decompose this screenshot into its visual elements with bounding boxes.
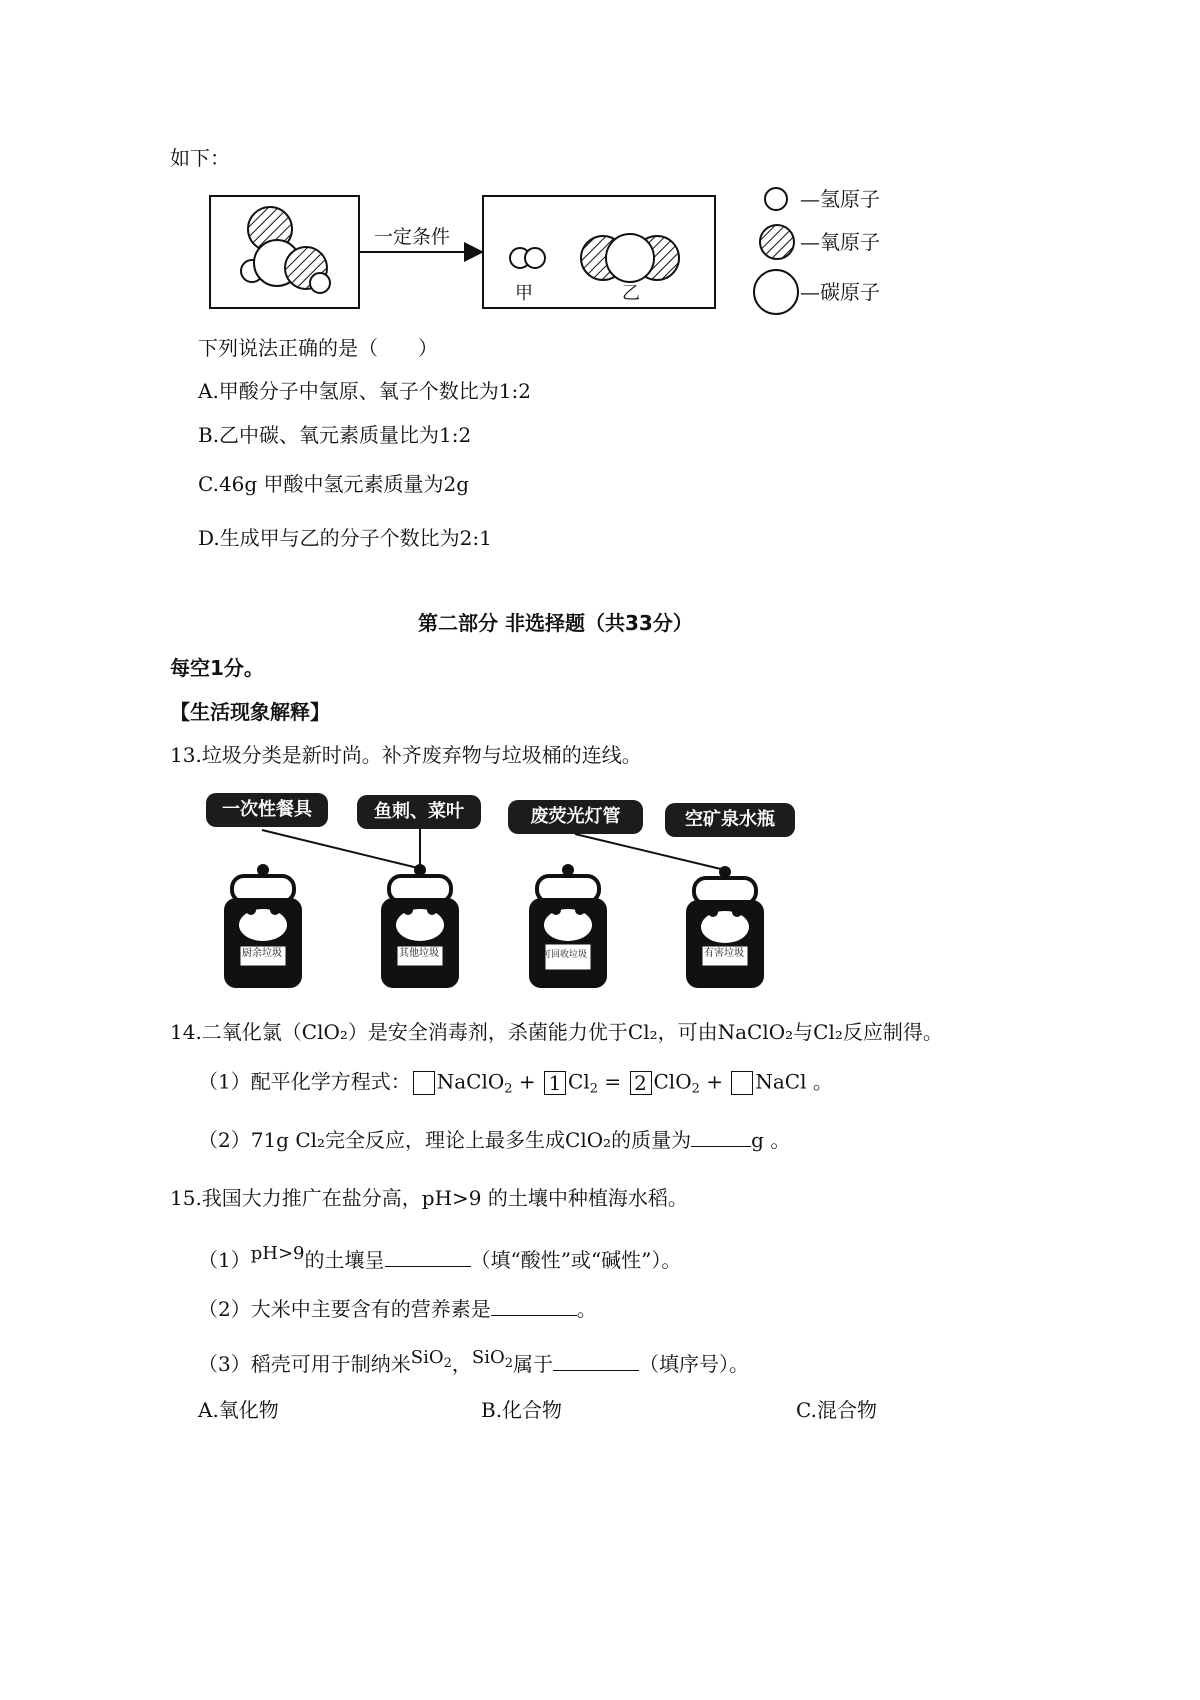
q14-part1-prefix: （1）配平化学方程式： bbox=[198, 1069, 411, 1094]
waste-label-disposable-tableware: 一次性餐具 bbox=[206, 793, 328, 827]
q14-part2 bbox=[198, 1130, 790, 1150]
q12-option-d: D.生成甲与乙的分子个数比为2:1 bbox=[198, 526, 492, 550]
subscript: 2 bbox=[589, 1081, 599, 1097]
ph-expression: pH>9 bbox=[250, 1243, 305, 1264]
hydrogen-atom bbox=[525, 248, 545, 268]
plus-sign: + bbox=[706, 1069, 724, 1094]
bin-label-other: 其他垃圾 bbox=[399, 948, 439, 959]
formula-cl2: Cl bbox=[568, 1069, 590, 1094]
q15-option-a: A.氧化物 bbox=[198, 1398, 279, 1422]
q14-stem: 14.二氧化氯（ClO₂）是安全消毒剂，杀菌能力优于Cl₂，可由NaClO₂与Cl₂反应制得。 bbox=[170, 1020, 943, 1044]
q15-part3 bbox=[198, 1347, 750, 1378]
sorting-illustration bbox=[0, 810, 1200, 1030]
sio2-text: SiO bbox=[410, 1347, 444, 1368]
bin-label-kitchen: 厨余垃圾 bbox=[242, 948, 282, 959]
q15-part1-suffix: （填“酸性”或“碱性”）。 bbox=[470, 1248, 682, 1272]
hydrogen-atom bbox=[310, 273, 330, 293]
waste-label-water-bottle: 空矿泉水瓶 bbox=[665, 803, 795, 837]
coef-box-naclo2[interactable] bbox=[413, 1071, 435, 1095]
equals-sign: = bbox=[604, 1069, 622, 1094]
bin-other-waste bbox=[381, 864, 459, 988]
q12-stem: 下列说法正确的是（ ） bbox=[198, 336, 438, 360]
reaction-diagram bbox=[0, 0, 1200, 330]
carbon-atom bbox=[606, 234, 654, 282]
bin-kitchen-waste bbox=[224, 864, 302, 988]
connect-line-disposable bbox=[262, 830, 418, 868]
part2-note: 每空1分。 bbox=[170, 656, 264, 680]
q13-stem: 13.垃圾分类是新时尚。补齐废弃物与垃圾桶的连线。 bbox=[170, 743, 642, 767]
q15-option-b: B.化合物 bbox=[481, 1398, 563, 1422]
product-label-yi: 乙 bbox=[622, 283, 640, 304]
coef-box-nacl[interactable] bbox=[731, 1071, 753, 1095]
comma: ， bbox=[451, 1352, 472, 1376]
answer-blank[interactable] bbox=[491, 1315, 577, 1316]
q14-part2-unit: g 。 bbox=[751, 1128, 791, 1152]
legend-oxygen-label: —氧原子 bbox=[800, 230, 880, 254]
q15-part2-prefix: （2）大米中主要含有的营养素是 bbox=[198, 1297, 491, 1321]
subscript: 2 bbox=[691, 1081, 700, 1097]
q15-part3-suffix: （填序号）。 bbox=[639, 1352, 750, 1376]
q15-part3-prefix: （3）稻壳可用于制纳米 bbox=[198, 1352, 411, 1376]
legend-hydrogen-label: —氢原子 bbox=[800, 187, 880, 211]
q14-part1 bbox=[198, 1071, 833, 1096]
subscript: 2 bbox=[443, 1356, 452, 1371]
formula-clo2: ClO bbox=[653, 1069, 692, 1094]
formula-nacl: NaCl bbox=[755, 1069, 807, 1094]
formula-naclo2: NaClO bbox=[436, 1069, 505, 1094]
connect-line-fluorescent bbox=[575, 834, 725, 870]
subscript: 2 bbox=[504, 1081, 513, 1097]
q15-stem: 15.我国大力推广在盐分高，pH>9 的土壤中种植海水稻。 bbox=[170, 1186, 688, 1210]
coef-box-cl2[interactable]: 1 bbox=[544, 1071, 566, 1095]
q15-option-c: C.混合物 bbox=[796, 1398, 877, 1422]
q12-option-b: B.乙中碳、氧元素质量比为1:2 bbox=[198, 423, 472, 447]
waste-label-fishbone-leaves: 鱼刺、菜叶 bbox=[357, 795, 481, 829]
q15-part2 bbox=[198, 1299, 597, 1319]
arrow-label: 一定条件 bbox=[374, 226, 451, 248]
product-label-jia: 甲 bbox=[515, 283, 533, 304]
q15-part3-mid: 属于 bbox=[513, 1352, 554, 1376]
answer-blank[interactable] bbox=[691, 1146, 751, 1147]
answer-blank[interactable] bbox=[553, 1370, 639, 1371]
subscript: 2 bbox=[504, 1356, 514, 1371]
legend-carbon-label: —碳原子 bbox=[800, 280, 880, 304]
bin-hazardous-waste bbox=[686, 866, 764, 988]
legend-carbon bbox=[754, 270, 798, 314]
q12-option-a: A.甲酸分子中氢原、氧子个数比为1:2 bbox=[198, 379, 531, 403]
q15-part1-mid: 的土壤呈 bbox=[304, 1248, 385, 1272]
section-heading: 【生活现象解释】 bbox=[170, 700, 330, 724]
bin-label-hazardous: 有害垃圾 bbox=[704, 948, 744, 959]
legend-oxygen bbox=[760, 225, 794, 259]
answer-blank[interactable] bbox=[385, 1266, 471, 1267]
plus-sign: + bbox=[518, 1069, 536, 1094]
formula-sio2 bbox=[471, 1347, 514, 1371]
legend-hydrogen bbox=[765, 188, 787, 210]
bin-recyclable-waste bbox=[529, 864, 607, 988]
part2-title: 第二部分 非选择题（共33分） bbox=[418, 611, 693, 635]
q12-option-c: C.46g 甲酸中氢元素质量为2g bbox=[198, 472, 470, 496]
q15-part1-prefix: （1） bbox=[198, 1248, 251, 1272]
bin-label-recyclable: 可回收垃圾 bbox=[542, 950, 588, 960]
sio2-text: SiO bbox=[471, 1347, 505, 1368]
coef-box-clo2[interactable]: 2 bbox=[630, 1071, 652, 1095]
q15-part2-suffix: 。 bbox=[576, 1297, 597, 1321]
intro-text: 如下： bbox=[170, 146, 230, 170]
waste-label-fluorescent-tube: 废荧光灯管 bbox=[508, 800, 643, 834]
q15-part1 bbox=[198, 1243, 682, 1272]
q14-part2-text: （2）71g Cl₂完全反应，理论上最多生成ClO₂的质量为 bbox=[198, 1128, 692, 1152]
period: 。 bbox=[812, 1069, 833, 1094]
formula-sio2 bbox=[410, 1347, 452, 1371]
